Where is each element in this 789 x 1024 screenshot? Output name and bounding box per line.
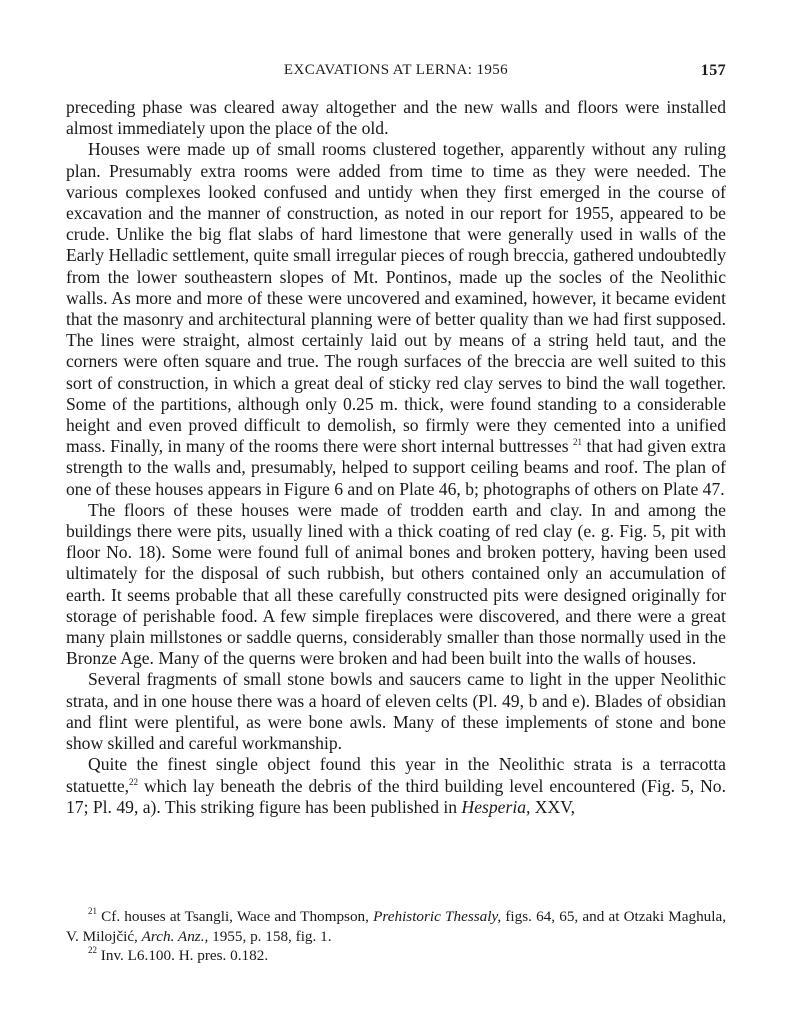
paragraph-3-text: The floors of these houses were made of trodden earth and clay. In and among the buildings there were pits, usually lined with a thick coating of red clay (e. g. Fig. 5, pit with floor No. 18). Some were found full of animal bones and broken pottery, having been used ultimately for the disposal of such rubbish, but others contained only an accumulation of earth. It seems probable that all these carefully constructed pits were designed originally for storage of perishable food. A few simple fireplaces were discovered, and there were a great many plain millstones or saddle querns, considerably smaller than those normally used in the Bronze Age. Many of the querns were broken and had been built into the walls of houses. <box>66 499 726 669</box>
footnote-21-marker: 21 <box>88 906 97 916</box>
footnote-ref-22: 22 <box>129 776 139 787</box>
paragraph-4 <box>66 669 726 754</box>
journal-title-hesperia: Hesperia, <box>461 796 531 817</box>
running-title: EXCAVATIONS AT LERNA: 1956 <box>283 62 509 78</box>
footnote-21-text-b: figs. 64, 65, and at Otzaki Maghula, V. Milojčić, <box>66 908 727 945</box>
page-number: 157 <box>700 62 726 79</box>
paragraph-2-text-a: Houses were made up of small rooms clustered together, apparently without any ruling plan. Presumably extra rooms were added from time to time as they were needed. The various complexes looked confused and untidy when they first emerged in the course of excavation and the manner of construction, as noted in our report for 1955, appeared to be crude. Unlike the big flat slabs of hard limestone that were generally used in walls of the Early Helladic settlement, quite small irregular pieces of rough breccia, gathered undoubtedly from the lower southeastern slopes of Mt. Pontinos, made up the socles of the Neolithic walls. As more and more of these were uncovered and examined, however, it became evident that the masonry and architectural planning were of better quality than we had first supposed. The lines were straight, almost certainly laid out by means of a string held taut, and the corners were often square and true. The rough surfaces of the breccia are well suited to this sort of construction, in which a great deal of sticky red clay serves to bind the wall together. Some of the partitions, although only 0.25 m. thick, were found standing to a considerable height and even proved difficult to demolish, so firmly were they cemented into a unified mass. Finally, in many of the rooms there were short internal buttresses <box>66 139 727 457</box>
footnotes <box>66 907 726 966</box>
paragraph-2 <box>66 139 726 499</box>
body-text <box>66 97 726 818</box>
paragraph-5-text-b: which lay beneath the debris of the third building level encountered (Fig. 5, No. 17; Pl. 49, a). This striking figure has been published in <box>66 775 726 817</box>
footnote-22-marker: 22 <box>88 945 97 955</box>
footnote-21-text-a: Cf. houses at Tsangli, Wace and Thompson, <box>97 908 374 925</box>
paragraph-3 <box>66 500 726 670</box>
footnote-ref-21: 21 <box>573 437 583 448</box>
paragraph-5-text-a: Quite the finest single object found this year in the Neolithic strata is a terracotta statuette, <box>66 754 726 796</box>
footnote-22 <box>66 946 726 966</box>
footnote-21-title-b: Arch. Anz., <box>141 927 209 945</box>
paragraph-1-text: preceding phase was cleared away altogether and the new walls and floors were installed almost immediately upon the place of the old. <box>66 97 726 139</box>
footnote-21-text-c: 1955, p. 158, fig. 1. <box>208 927 332 945</box>
paragraph-1 <box>66 97 726 139</box>
running-header <box>66 62 726 84</box>
paragraph-2-text-b: that had given extra strength to the walls and, presumably, helped to support ceiling beams and roof. The plan of one of these houses appears in Figure 6 and on Plate 46, b; photographs of others on Plate 47. <box>66 436 726 499</box>
footnote-21-title-a: Prehistoric Thessaly, <box>373 908 502 925</box>
paragraph-4-text: Several fragments of small stone bowls and saucers came to light in the upper Neolithic strata, and in one house there was a hoard of eleven celts (Pl. 49, b and e). Blades of obsidian and flint were plentiful, as were bone awls. Many of these implements of stone and bone show skilled and careful workmanship. <box>66 669 726 754</box>
footnote-21 <box>66 907 726 946</box>
paragraph-5 <box>66 754 726 818</box>
paragraph-5-text-c: XXV, <box>530 796 576 817</box>
footnote-22-text: Inv. L6.100. H. pres. 0.182. <box>97 947 269 964</box>
